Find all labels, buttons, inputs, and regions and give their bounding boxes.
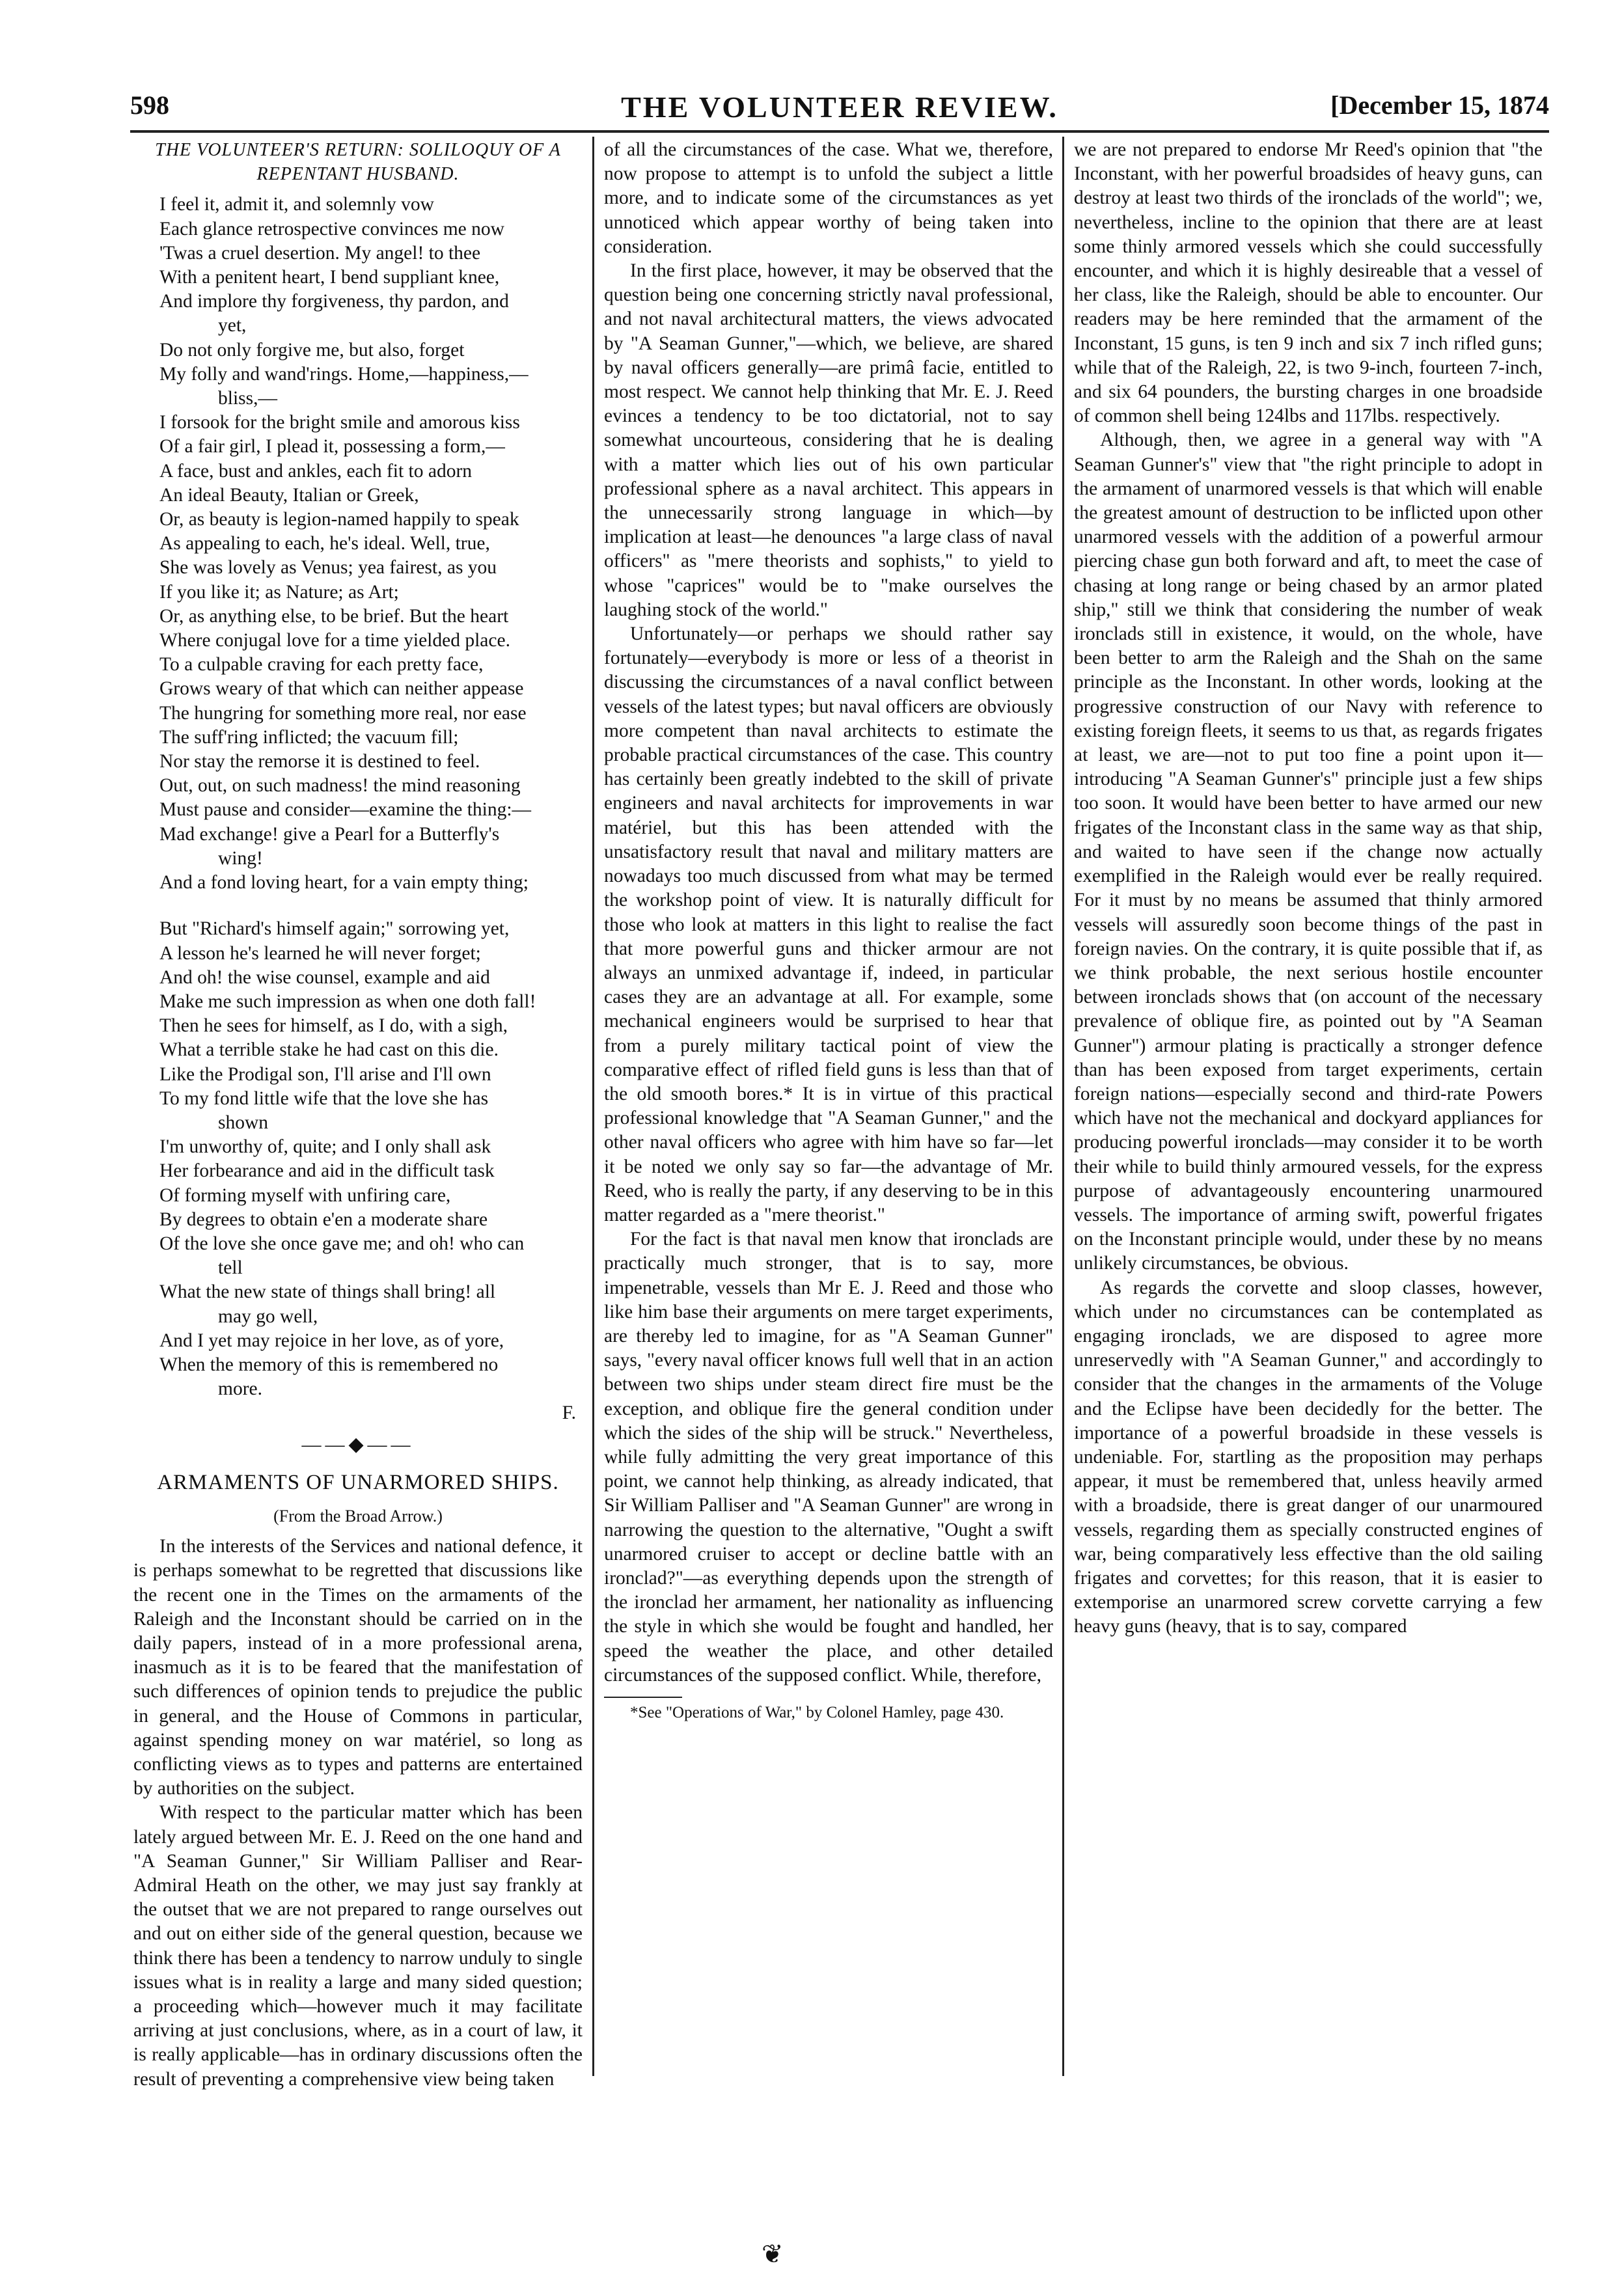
page-header	[130, 90, 1549, 129]
verse-line: Each glance retrospective convinces me now	[159, 218, 504, 239]
column-3	[1074, 138, 1543, 1639]
stanza-gap	[133, 895, 583, 917]
verse-line: more.	[218, 1378, 262, 1400]
footnote-rule	[604, 1697, 682, 1698]
verse-line: Must pause and consider—examine the thing:—	[159, 799, 532, 821]
verse-line: tell	[218, 1257, 243, 1279]
verse-line: Mad exchange! give a Pearl for a Butterfly's	[159, 823, 500, 845]
verse-line: But "Richard's himself again;" sorrowing yet,	[159, 918, 510, 940]
verse-line: Grows weary of that which can neither appease	[159, 678, 524, 700]
article-paragraph: Unfortunately—or perhaps we should rather say fortunately—everybody is more or less of a theorist in discussing the circumstances of a naval conflict between vessels of the latest types; but naval officers are obviously more competent than naval architects to estimate the probable practical circumstances of the case. This country has certainly been greatly indebted to the skill of private engineers and naval architects for improvements in war matériel, but this has been attended with the unsatisfactory result that naval and military matters are nowadays too much discussed from what may be termed the workshop point of view. It is naturally difficult for those who look at matters in this light to realise the fact that more powerful guns and thicker armour are not always an unmixed advantage if, indeed, in particular cases they are an advantage at all. For example, some mechanical engineers would be surprised to hear that from a purely military tactical point of view the comparative effect of rifled field guns is less than that of the old smooth bores.* It is in virtue of this practical professional knowledge that "A Seaman Gunner," and the other naval officers who agree with him have so far—let it be noted we only say so far—the advantage of Mr. Reed, who is really the party, if any deserving to be in this matter regarded as a "mere theorist."	[604, 623, 1053, 1225]
verse-line: shown	[218, 1112, 269, 1133]
verse-line: Out, out, on such madness! the mind reasoning	[159, 775, 521, 797]
article-paragraph: For the fact is that naval men know that ironclads are practically much stronger, that is to say, more impenetrable, vessels than Mr E. J. Reed and those who like him base their arguments on mere target experiments, are thereby led to imagine, for as "A Seaman Gunner" says, "every naval officer knows full well that in an action between two ships under steam direct fire must be the exception, and oblique fire the general condition under which the sides of the ship will be struck." Nevertheless, while fully admitting the very great importance of this point, we cannot help thinking, as already indicated, that Sir William Palliser and "A Seaman Gunner" are wrong in narrowing the question to the alternative, "Ought a swift unarmored cruiser to accept or decline battle with an ironclad?"—as everything depends upon the strength of the ironclad her armament, her nationality as influencing the style in which she would be fought and handled, her speed the weather the place, and other detailed circumstances of the supposed conflict. While, therefore,	[604, 1229, 1053, 1686]
verse-line: Like the Prodigal son, I'll arise and I'll own	[159, 1063, 491, 1085]
verse-line: may go well,	[218, 1305, 318, 1327]
verse-line: 'Twas a cruel desertion. My angel! to thee	[159, 242, 481, 264]
verse-line: To my fond little wife that the love she has	[159, 1087, 489, 1109]
verse-line: The hungring for something more real, nor ease	[159, 702, 527, 724]
article-paragraph: In the first place, however, it may be observed that the question being one concerning strictly naval professional, and not naval architectural matters, the views advocated by "A Seaman Gunner,"—which, we believe, are shared by naval officers generally—are primâ facie, entitled to most respect. We cannot help thinking that Mr. E. J. Reed evinces a tendency to be too dictatorial, not to say somewhat uncourteous, considering that he is dealing with a matter which lies out of his own particular professional sphere as a naval architect. This appears in the unnecessarily strong language in which—by implication at least—he denounces "a large class of naval officers" as "mere theorists and sophists," to yield to whose "caprices" would be to "make ourselves the laughing stock of the world."	[604, 260, 1053, 620]
column-rule-2	[1062, 137, 1064, 2076]
verse-line: Of a fair girl, I plead it, possessing a form,—	[159, 436, 505, 458]
verse-line: And oh! the wise counsel, example and aid	[159, 966, 490, 988]
verse-line: What the new state of things shall bring! all	[159, 1281, 496, 1303]
verse-line: And a fond loving heart, for a vain empty thing;	[159, 872, 529, 894]
verse-line: As appealing to each, he's ideal. Well, true,	[159, 533, 490, 554]
poem-signature: F.	[562, 1402, 576, 1424]
verse-line: Or, as beauty is legion-named happily to speak	[159, 509, 519, 530]
article-title: ARMAMENTS OF UNARMORED SHIPS.	[157, 1470, 559, 1494]
column-1	[133, 138, 583, 2092]
section-divider-ornament: ——◆——	[301, 1433, 415, 1455]
article-source: (From the Broad Arrow.)	[273, 1506, 443, 1525]
verse-line: I'm unworthy of, quite; and I only shall ask	[159, 1136, 491, 1158]
verse-line: Then he sees for himself, as I do, with a sigh,	[159, 1015, 508, 1037]
issue-date: [December 15, 1874	[1330, 90, 1549, 120]
verse-line: My folly and wand'rings. Home,—happiness,—	[159, 363, 529, 385]
verse-line: A lesson he's learned he will never forget;	[159, 942, 481, 964]
masthead-title: THE VOLUNTEER REVIEW.	[621, 90, 1058, 124]
verse-line: Or, as anything else, to be brief. But the heart	[159, 605, 509, 627]
verse-line: bliss,—	[218, 388, 277, 409]
verse-line: She was lovely as Venus; yea fairest, as you	[159, 557, 497, 579]
poem-stanza-1	[133, 193, 583, 895]
verse-line: I feel it, admit it, and solemnly vow	[159, 194, 434, 215]
verse-line: wing!	[218, 847, 263, 869]
verse-line: The suff'ring inflicted; the vacuum fill;	[159, 726, 459, 748]
column-2	[604, 138, 1053, 1723]
verse-line: yet,	[218, 315, 247, 336]
footnote: *See "Operations of War," by Colonel Hamley, page 430.	[630, 1704, 1004, 1721]
verse-line: Of forming myself with unfiring care,	[159, 1184, 451, 1206]
header-rule	[130, 130, 1549, 133]
article-paragraph: Although, then, we agree in a general way with "A Seaman Gunner's" view that "the right principle to adopt in the armament of unarmored vessels is that which will enable the greatest amount of destruction to be inflicted upon other unarmored vessels with the addition of a powerful armour piercing chase gun both forward and aft, to meet the case of chasing at long range or being chased by an armor plated ship," still we think that considering the number of weak ironclads still in existence, it would, on the whole, have been better to arm the Raleigh and the Shah on the same principle as the Inconstant. In other words, looking at the progressive construction of our Navy with reference to existing foreign fleets, it seems to us that, as regards frigates at least, we are—not to put too fine a point upon it—introducing "A Seaman Gunner's" principle just a few ships too soon. It would have been better to have armed our new frigates of the Inconstant class in the same way as that ship, and waited to have seen if the change now actually exemplified in the Raleigh would ever be really required. For it must by no means be assumed that thinly armored vessels will assuredly soon become things of the past in foreign navies. On the contrary, it is quite possible that if, as we think probable, the next serious hostile encounter between ironclads shows that (on account of the necessary prevalence of oblique fire, as pointed out by "A Seaman Gunner") armour plating is practically a stronger defence than has been exposed from target experiments, certain foreign nations—especially second and third-rate Powers which have not the mechanical and dockyard appliances for producing powerful ironclads—may consider it to be worth their while to build thinly armoured vessels, for the express purpose of advantageously encountering unarmoured vessels. The importance of arming swift, powerful frigates on the Inconstant principle would, under these by no means unlikely circumstances, be obvious.	[1074, 430, 1543, 1274]
column-rule-1	[592, 137, 594, 2076]
verse-line: Do not only forgive me, but also, forget	[159, 339, 465, 361]
verse-line: And I yet may rejoice in her love, as of yore,	[159, 1330, 504, 1351]
verse-line: To a culpable craving for each pretty face,	[159, 654, 484, 676]
verse-line: What a terrible stake he had cast on this die.	[159, 1039, 499, 1061]
verse-line: Make me such impression as when one doth fall!	[159, 991, 536, 1012]
verse-line: I forsook for the bright smile and amorous kiss	[159, 412, 520, 433]
article-paragraph: of all the circumstances of the case. What we, therefore, now propose to attempt is to unfold the subject a little more, and to indicate some of the circumstances as yet unnoticed which appear worthy of being taken into consideration.	[604, 139, 1053, 257]
poem-stanza-2	[133, 917, 583, 1425]
page-number: 598	[130, 90, 169, 120]
poem-title: THE VOLUNTEER'S RETURN: SOLILOQUY OF A REPENTANT HUSBAND.	[155, 140, 561, 185]
article-paragraph: we are not prepared to endorse Mr Reed's opinion that "the Inconstant, with her powerful broadsides of heavy guns, can destroy at least two thirds of the ironclads of the world"; we, nevertheless, incline to the opinion that there are at least some thinly armored vessels which she could successfully encounter, and which it is highly desireable that a vessel of her class, like the Raleigh, should be able to encounter. Our readers may be here reminded that the armament of the Inconstant, 15 guns, is ten 9 inch and six 7 inch rifled guns; while that of the Raleigh, 22, is two 9-inch, fourteen 7-inch, and six 64 pounders, the bursting charges in one broadside of common shell being 124lbs and 117lbs. respectively.	[1074, 139, 1543, 427]
verse-line: Nor stay the remorse it is destined to feel.	[159, 751, 480, 772]
verse-line: And implore thy forgiveness, thy pardon, and	[159, 291, 509, 312]
verse-line: An ideal Beauty, Italian or Greek,	[159, 484, 419, 506]
article-paragraph: As regards the corvette and sloop classes, however, which under no circumstances can be contemplated as engaging ironclads, we are disposed to agree more unreservedly with "A Seaman Gunner," and accordingly to consider that the changes in the armaments of the Voluge and the Eclipse have been decidedly for the better. The importance of a powerful broadside in these vessels is undeniable. For, startling as the proposition may perhaps appear, it must be remembered that, unless heavily armed with a broadside, there is great danger of our unarmoured vessels, regarding them as specially constructed engines of war, being comparatively less effective than the old sailing frigates and corvettes; for this reason, that it is easier to extemporise an unarmored screw corvette carrying a few heavy guns (heavy, that is to say, compared	[1074, 1277, 1543, 1637]
verse-line: When the memory of this is remembered no	[159, 1354, 499, 1375]
verse-line: By degrees to obtain e'en a moderate share	[159, 1209, 488, 1230]
verse-line: Of the love she once gave me; and oh! who can	[159, 1233, 525, 1254]
verse-line: With a penitent heart, I bend suppliant knee,	[159, 267, 500, 288]
article-paragraph: In the interests of the Services and national defence, it is perhaps somewhat to be regretted that discussions like the recent one in the Times on the armaments of the Raleigh and the Inconstant should be carried on in the daily papers, instead of in a more professional arena, inasmuch as it is to be feared that the manifestation of such differences of opinion tends to prejudice the public in general, and the House of Commons in particular, against spending money on war matériel, so long as conflicting views as to types and patterns are entertained by authorities on the subject.	[133, 1536, 583, 1799]
article-paragraph: With respect to the particular matter which has been lately argued between Mr. E. J. Reed on the one hand and "A Seaman Gunner," Sir William Palliser and Rear-Admiral Heath on the other, we may just say frankly at the outset that we are not prepared to range ourselves out and out on either side of the general question, because we think there has been a tendency to narrow unduly to single issues what is in reality a large and many sided question; a proceeding which—however much it may facilitate arriving at just conclusions, where, as in a court of law, it is really applicable—has in ordinary discussions often the result of preventing a comprehensive view being taken	[133, 1802, 583, 2090]
verse-line: A face, bust and ankles, each fit to adorn	[159, 460, 473, 482]
verse-line: Her forbearance and aid in the difficult task	[159, 1160, 495, 1182]
verse-line: Where conjugal love for a time yielded place.	[159, 630, 510, 651]
verse-line: If you like it; as Nature; as Art;	[159, 581, 399, 603]
printer-ornament: ❦	[762, 2239, 784, 2269]
